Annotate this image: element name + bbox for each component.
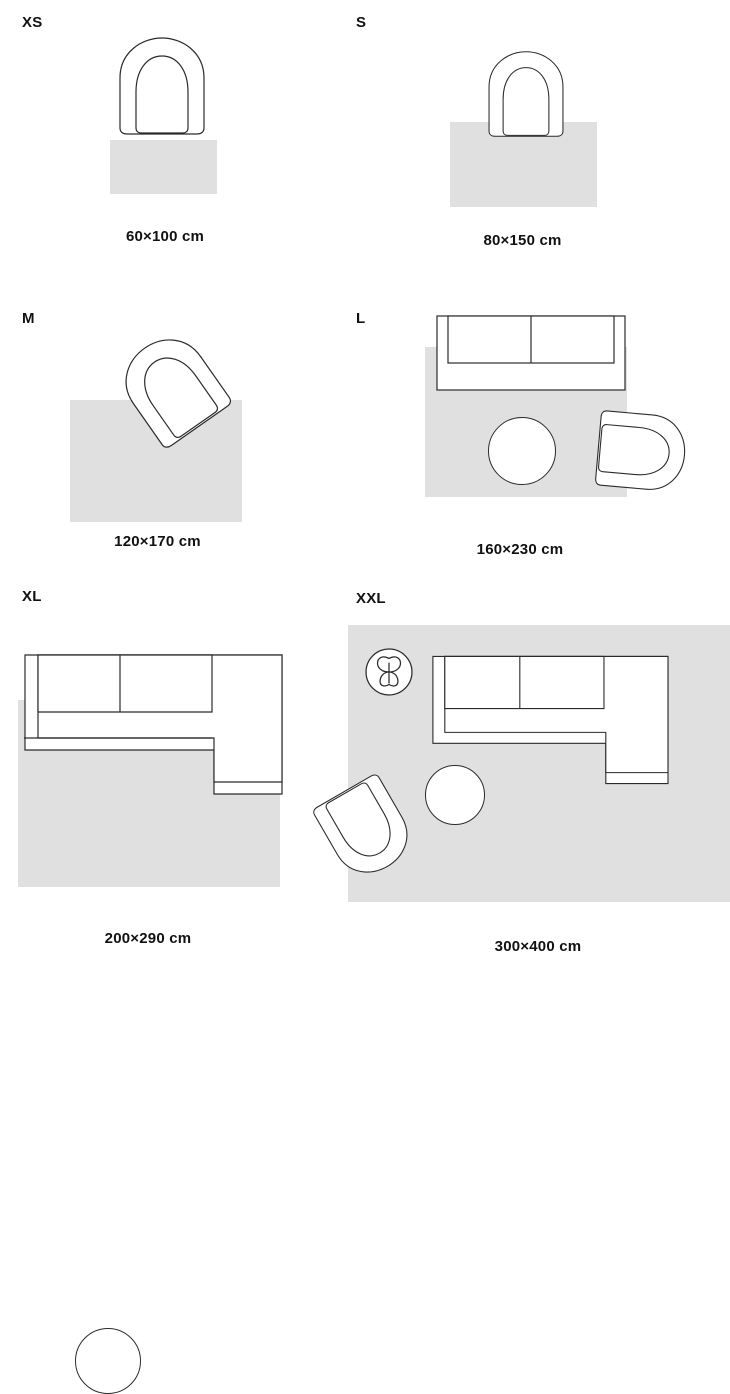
armchair-xxl <box>313 778 413 878</box>
dimension-label-s: 80×150 cm <box>483 232 562 249</box>
sofa-l <box>436 315 626 391</box>
size-cell-xxl <box>340 570 730 960</box>
round-table-l <box>488 417 556 485</box>
round-table-xl <box>75 1328 141 1394</box>
dimension-label-xl: 200×290 cm <box>104 930 192 947</box>
size-label-xs: XS <box>22 14 43 31</box>
size-label-m: M <box>22 310 35 327</box>
size-cell-m <box>0 275 340 565</box>
size-cell-s <box>340 0 730 260</box>
armchair-m <box>120 333 230 443</box>
size-label-s: S <box>356 14 367 31</box>
dimension-label-l: 160×230 cm <box>476 541 564 558</box>
size-label-l: L <box>356 310 366 327</box>
dimension-label-xs: 60×100 cm <box>125 228 205 245</box>
size-cell-l <box>340 275 730 565</box>
corner-sofa-xl <box>24 654 282 854</box>
dimension-label-xxl: 300×400 cm <box>494 938 582 955</box>
armchair-xs <box>112 36 212 136</box>
armchair-l <box>589 403 689 503</box>
round-table-xxl <box>425 765 485 825</box>
rug-xs <box>110 140 217 194</box>
plant-xxl <box>365 648 413 696</box>
size-label-xl: XL <box>22 588 42 605</box>
dimension-label-m: 120×170 cm <box>114 533 201 550</box>
size-cell-xl <box>0 570 340 960</box>
size-cell-xs <box>0 0 340 260</box>
size-label-xxl: XXL <box>356 590 386 607</box>
armchair-s <box>482 48 570 140</box>
